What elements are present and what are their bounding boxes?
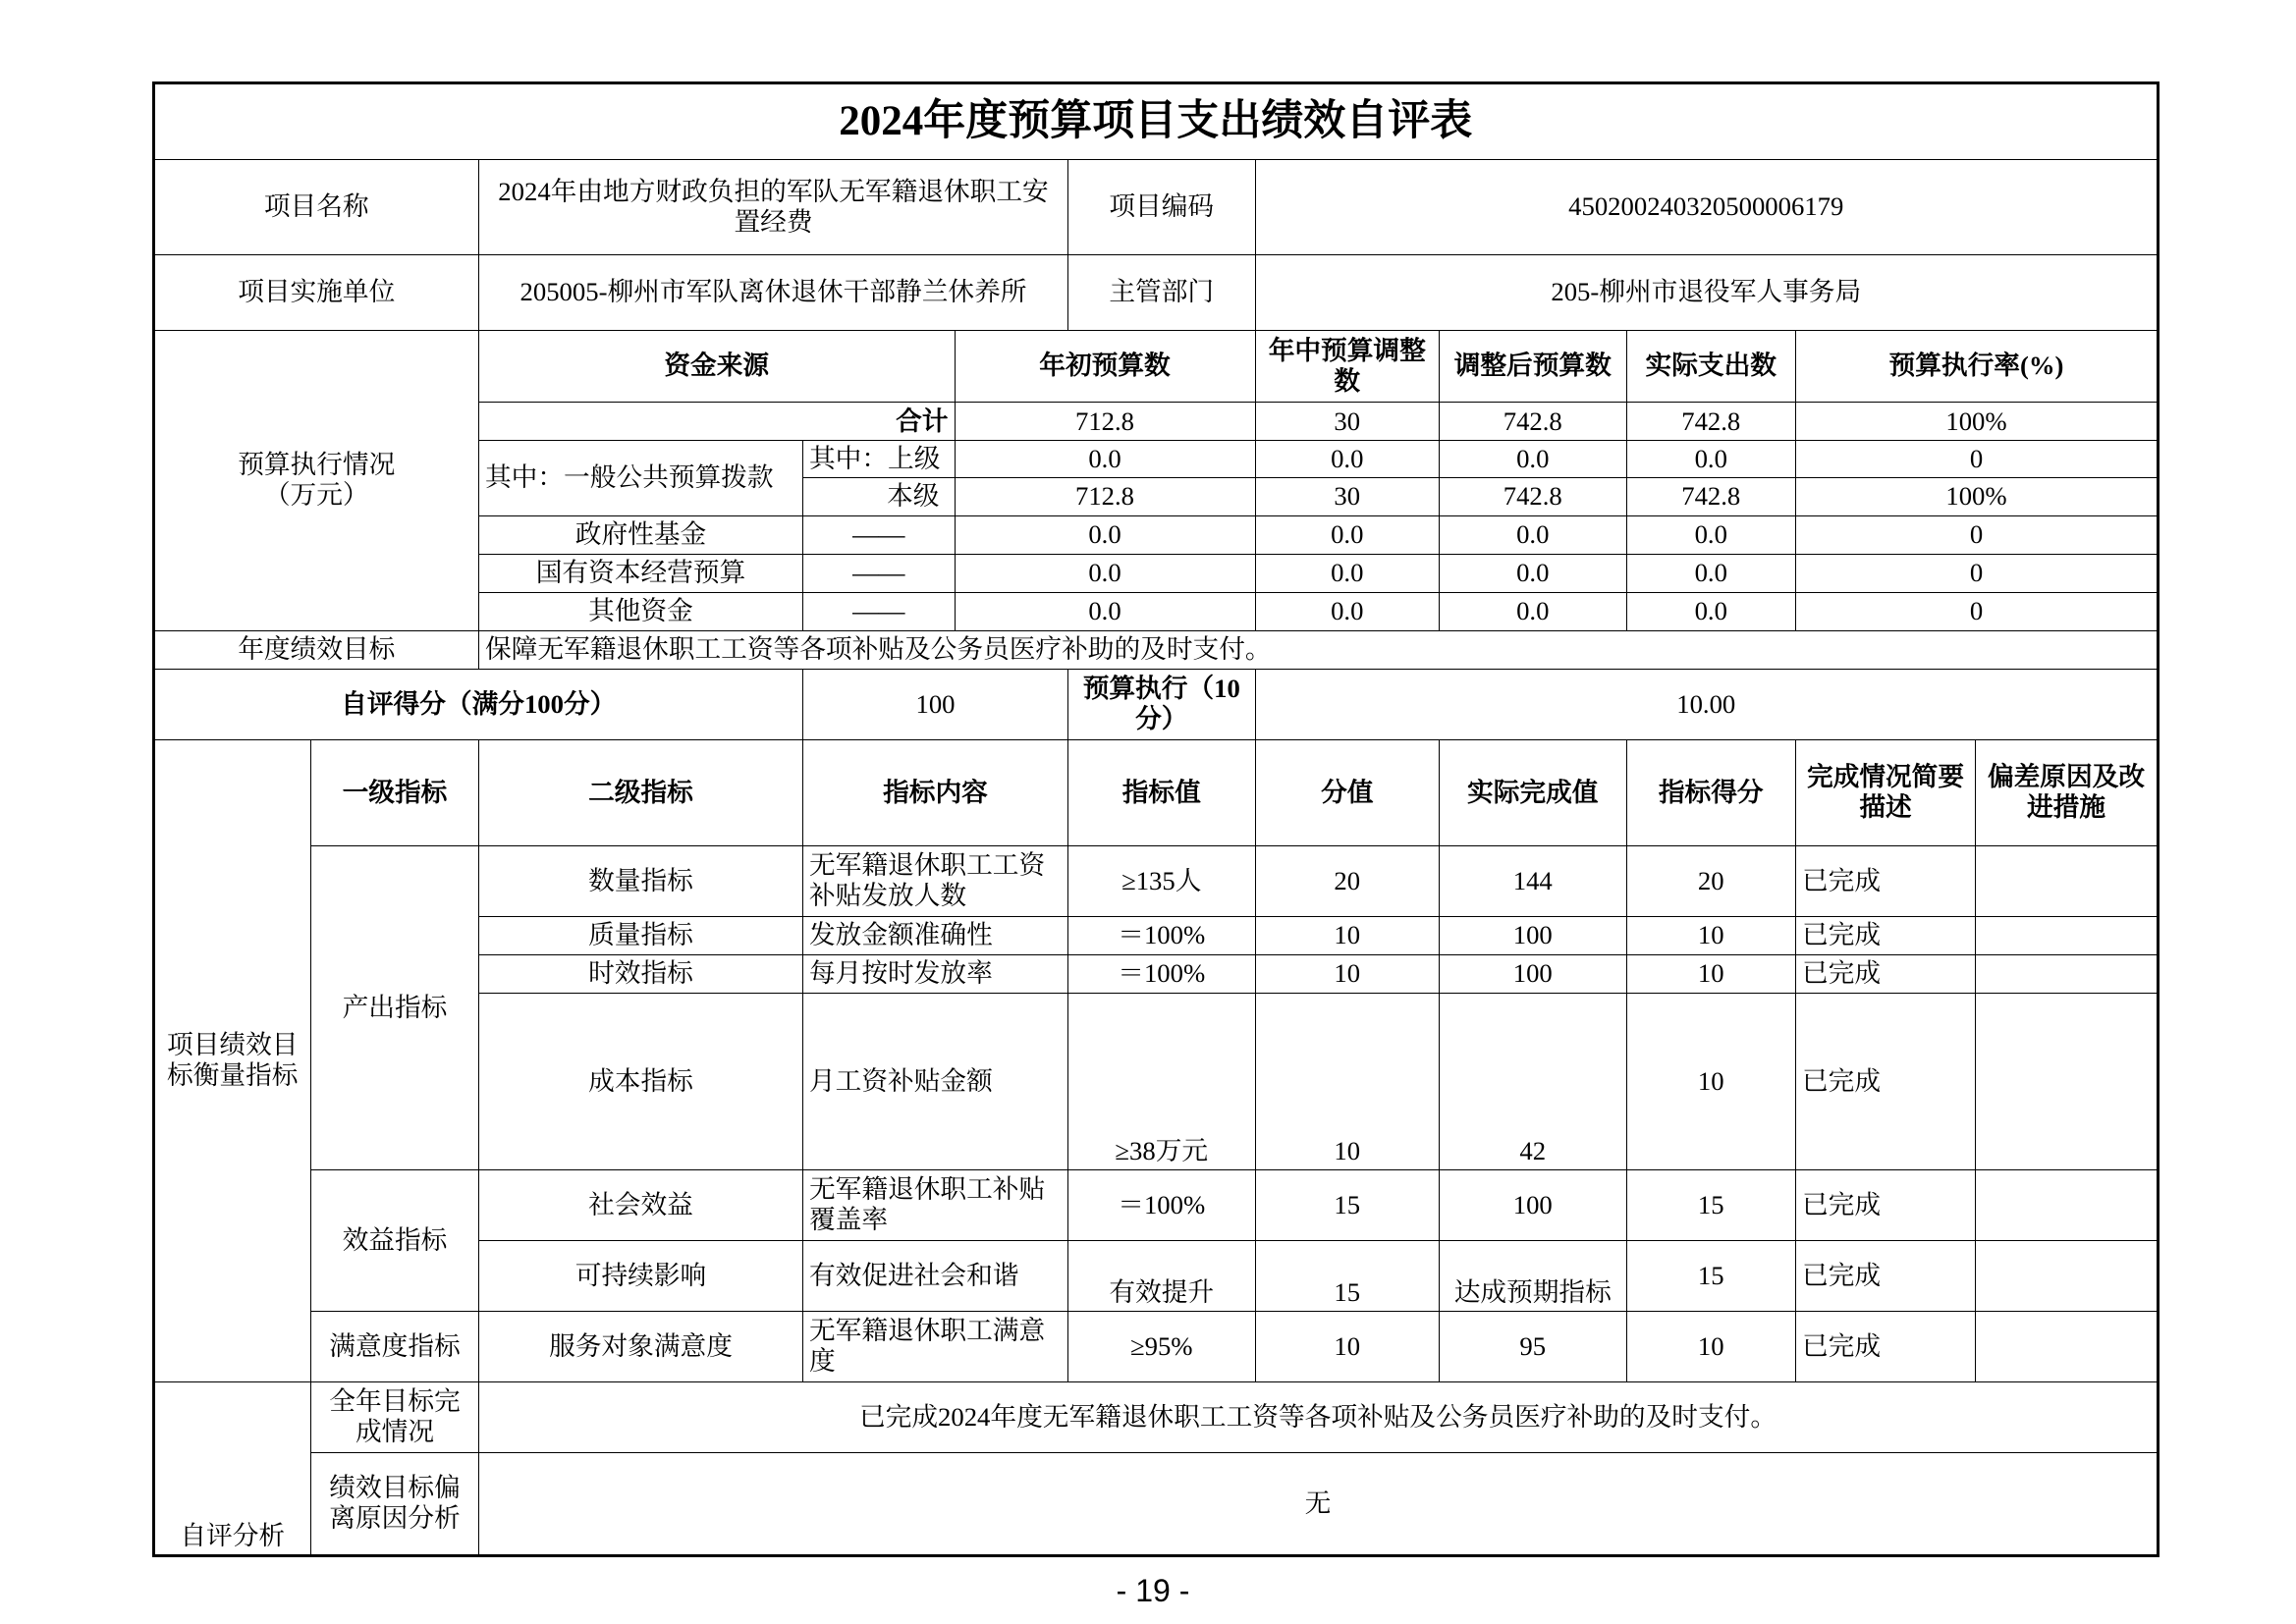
indicator-header-content: 指标内容 [803,739,1068,845]
budget-cell-rate: 0 [1796,554,2159,592]
indicator-reason [1976,1169,2159,1240]
budget-cell-initial: 712.8 [955,403,1255,441]
budget-cell-adjust: 0.0 [1255,554,1440,592]
budget-cell-adjust: 30 [1255,403,1440,441]
indicator-desc: 已完成 [1796,954,1976,993]
indicator-level2: 服务对象满意度 [479,1311,803,1381]
project-dept-label: 主管部门 [1068,255,1256,331]
budget-cell-actual: 0.0 [1626,441,1796,478]
budget-other-sub: —— [803,554,956,592]
project-code-value: 450200240320500006179 [1255,159,2159,255]
indicator-got: 15 [1626,1240,1796,1311]
budget-cell-initial: 0.0 [955,515,1255,554]
indicator-reason [1976,993,2159,1169]
budget-cell-initial: 712.8 [955,477,1255,515]
indicator-group-output: 产出指标 [311,845,479,1169]
analysis-completion-value: 已完成2024年度无军籍退休职工工资等各项补贴及公务员医疗补助的及时支付。 [479,1381,2159,1452]
indicator-row [153,1169,2159,1240]
indicator-header-actual: 实际完成值 [1440,739,1627,845]
indicator-got: 20 [1626,845,1796,916]
indicator-header-score: 分值 [1255,739,1440,845]
indicator-score: 10 [1255,954,1440,993]
indicator-desc: 已完成 [1796,916,1976,954]
budget-cell-actual: 0.0 [1626,515,1796,554]
budget-cell-adjust: 0.0 [1255,592,1440,630]
indicator-header-level2: 二级指标 [479,739,803,845]
indicator-level2: 成本指标 [479,993,803,1169]
score-label: 自评得分（满分100分） [153,669,803,739]
indicator-score: 10 [1255,993,1440,1169]
indicator-score: 20 [1255,845,1440,916]
budget-other-label: 国有资本经营预算 [479,554,803,592]
indicator-got: 10 [1626,1311,1796,1381]
indicator-content: 发放金额准确性 [803,916,1068,954]
budget-cell-actual: 0.0 [1626,554,1796,592]
indicator-reason [1976,1311,2159,1381]
budget-cell-rate: 100% [1796,477,2159,515]
indicator-target: 有效提升 [1068,1240,1256,1311]
project-name-value: 2024年由地方财政负担的军队无军籍退休职工安置经费 [479,159,1068,255]
indicator-header-desc: 完成情况简要描述 [1796,739,1976,845]
indicator-reason [1976,845,2159,916]
indicator-content: 无军籍退休职工工资补贴发放人数 [803,845,1068,916]
indicator-level2: 社会效益 [479,1169,803,1240]
indicator-got: 15 [1626,1169,1796,1240]
budget-total-label: 合计 [479,403,956,441]
budget-header-actual: 实际支出数 [1626,330,1796,403]
budget-cell-initial: 0.0 [955,592,1255,630]
indicator-group-benefit: 效益指标 [311,1169,479,1311]
budget-header-initial: 年初预算数 [955,330,1255,403]
budget-header-rate: 预算执行率(%) [1796,330,2159,403]
indicator-header-reason: 偏差原因及改进措施 [1976,739,2159,845]
score-value: 100 [803,669,1068,739]
indicator-target: ≥135人 [1068,845,1256,916]
budget-header-adjusted: 调整后预算数 [1440,330,1627,403]
budget-cell-adjusted: 0.0 [1440,592,1627,630]
indicator-desc: 已完成 [1796,845,1976,916]
budget-cell-actual: 742.8 [1626,403,1796,441]
indicator-header-level1: 一级指标 [311,739,479,845]
budget-cell-adjusted: 742.8 [1440,477,1627,515]
indicator-target: ＝100% [1068,916,1256,954]
indicator-row [153,845,2159,916]
budget-cell-actual: 742.8 [1626,477,1796,515]
indicator-content: 无军籍退休职工补贴覆盖率 [803,1169,1068,1240]
project-dept-value: 205-柳州市退役军人事务局 [1255,255,2159,331]
indicator-actual: 100 [1440,954,1627,993]
budget-cell-rate: 0 [1796,592,2159,630]
indicator-reason [1976,954,2159,993]
budget-cell-rate: 100% [1796,403,2159,441]
budget-other-label: 政府性基金 [479,515,803,554]
indicator-reason [1976,1240,2159,1311]
budget-section-label-line1: 预算执行情况 [238,450,396,480]
indicator-score: 10 [1255,1311,1440,1381]
indicator-score: 10 [1255,916,1440,954]
project-code-label: 项目编码 [1068,159,1256,255]
budget-header-adjust: 年中预算调整数 [1255,330,1440,403]
indicator-content: 月工资补贴金额 [803,993,1068,1169]
indicator-actual: 达成预期指标 [1440,1240,1627,1311]
budget-header-source: 资金来源 [479,330,956,403]
budget-section-label [153,330,479,630]
indicator-level2: 质量指标 [479,916,803,954]
project-unit-label: 项目实施单位 [153,255,479,331]
page-number: - 19 - [1116,1573,1190,1608]
analysis-deviation-label: 绩效目标偏离原因分析 [311,1452,479,1555]
indicator-target: ＝100% [1068,1169,1256,1240]
budget-local-label: 本级 [803,477,956,515]
budget-other-sub: —— [803,515,956,554]
indicator-actual: 144 [1440,845,1627,916]
indicator-target: ≥95% [1068,1311,1256,1381]
indicator-got: 10 [1626,993,1796,1169]
indicator-level2: 时效指标 [479,954,803,993]
budget-cell-adjusted: 0.0 [1440,441,1627,478]
indicator-actual: 100 [1440,1169,1627,1240]
budget-cell-rate: 0 [1796,441,2159,478]
budget-cell-adjust: 0.0 [1255,515,1440,554]
project-unit-value: 205005-柳州市军队离休退休干部静兰休养所 [479,255,1068,331]
indicator-score: 15 [1255,1240,1440,1311]
analysis-completion-label: 全年目标完成情况 [311,1381,479,1452]
indicator-content: 无军籍退休职工满意度 [803,1311,1068,1381]
indicator-desc: 已完成 [1796,1169,1976,1240]
project-name-label: 项目名称 [153,159,479,255]
annual-target-value: 保障无军籍退休职工工资等各项补贴及公务员医疗补助的及时支付。 [479,630,2159,669]
indicator-target: ≥38万元 [1068,993,1256,1169]
budget-cell-adjusted: 742.8 [1440,403,1627,441]
indicator-header-got: 指标得分 [1626,739,1796,845]
indicator-header-target: 指标值 [1068,739,1256,845]
indicator-section-label: 项目绩效目标衡量指标 [153,739,311,1381]
indicator-got: 10 [1626,916,1796,954]
indicator-score: 15 [1255,1169,1440,1240]
budget-cell-adjust: 30 [1255,477,1440,515]
annual-target-label: 年度绩效目标 [153,630,479,669]
indicator-group-satisfaction: 满意度指标 [311,1311,479,1381]
budget-other-label: 其他资金 [479,592,803,630]
budget-cell-adjusted: 0.0 [1440,515,1627,554]
indicator-level2: 数量指标 [479,845,803,916]
indicator-desc: 已完成 [1796,1311,1976,1381]
indicator-level2: 可持续影响 [479,1240,803,1311]
indicator-actual: 95 [1440,1311,1627,1381]
indicator-actual: 100 [1440,916,1627,954]
performance-evaluation-table [152,81,2160,1557]
indicator-content: 每月按时发放率 [803,954,1068,993]
budget-section-label-line2: （万元） [263,480,369,510]
budget-cell-actual: 0.0 [1626,592,1796,630]
indicator-actual: 42 [1440,993,1627,1169]
indicator-target: ＝100% [1068,954,1256,993]
budget-cell-adjust: 0.0 [1255,441,1440,478]
budget-cell-initial: 0.0 [955,554,1255,592]
budget-other-sub: —— [803,592,956,630]
indicator-got: 10 [1626,954,1796,993]
indicator-reason [1976,916,2159,954]
indicator-content: 有效促进社会和谐 [803,1240,1068,1311]
analysis-deviation-value: 无 [479,1452,2159,1555]
indicator-desc: 已完成 [1796,1240,1976,1311]
budget-upper-label: 其中：上级 [803,441,956,478]
budget-exec-label: 预算执行（10分） [1068,669,1256,739]
budget-cell-adjusted: 0.0 [1440,554,1627,592]
indicator-desc: 已完成 [1796,993,1976,1169]
budget-cell-rate: 0 [1796,515,2159,554]
analysis-label: 自评分析 [153,1381,311,1555]
budget-exec-value: 10.00 [1255,669,2159,739]
budget-cell-initial: 0.0 [955,441,1255,478]
budget-general-label: 其中：一般公共预算拨款 [479,441,803,516]
document-title: 2024年度预算项目支出绩效自评表 [153,82,2159,159]
indicator-row [153,1311,2159,1381]
